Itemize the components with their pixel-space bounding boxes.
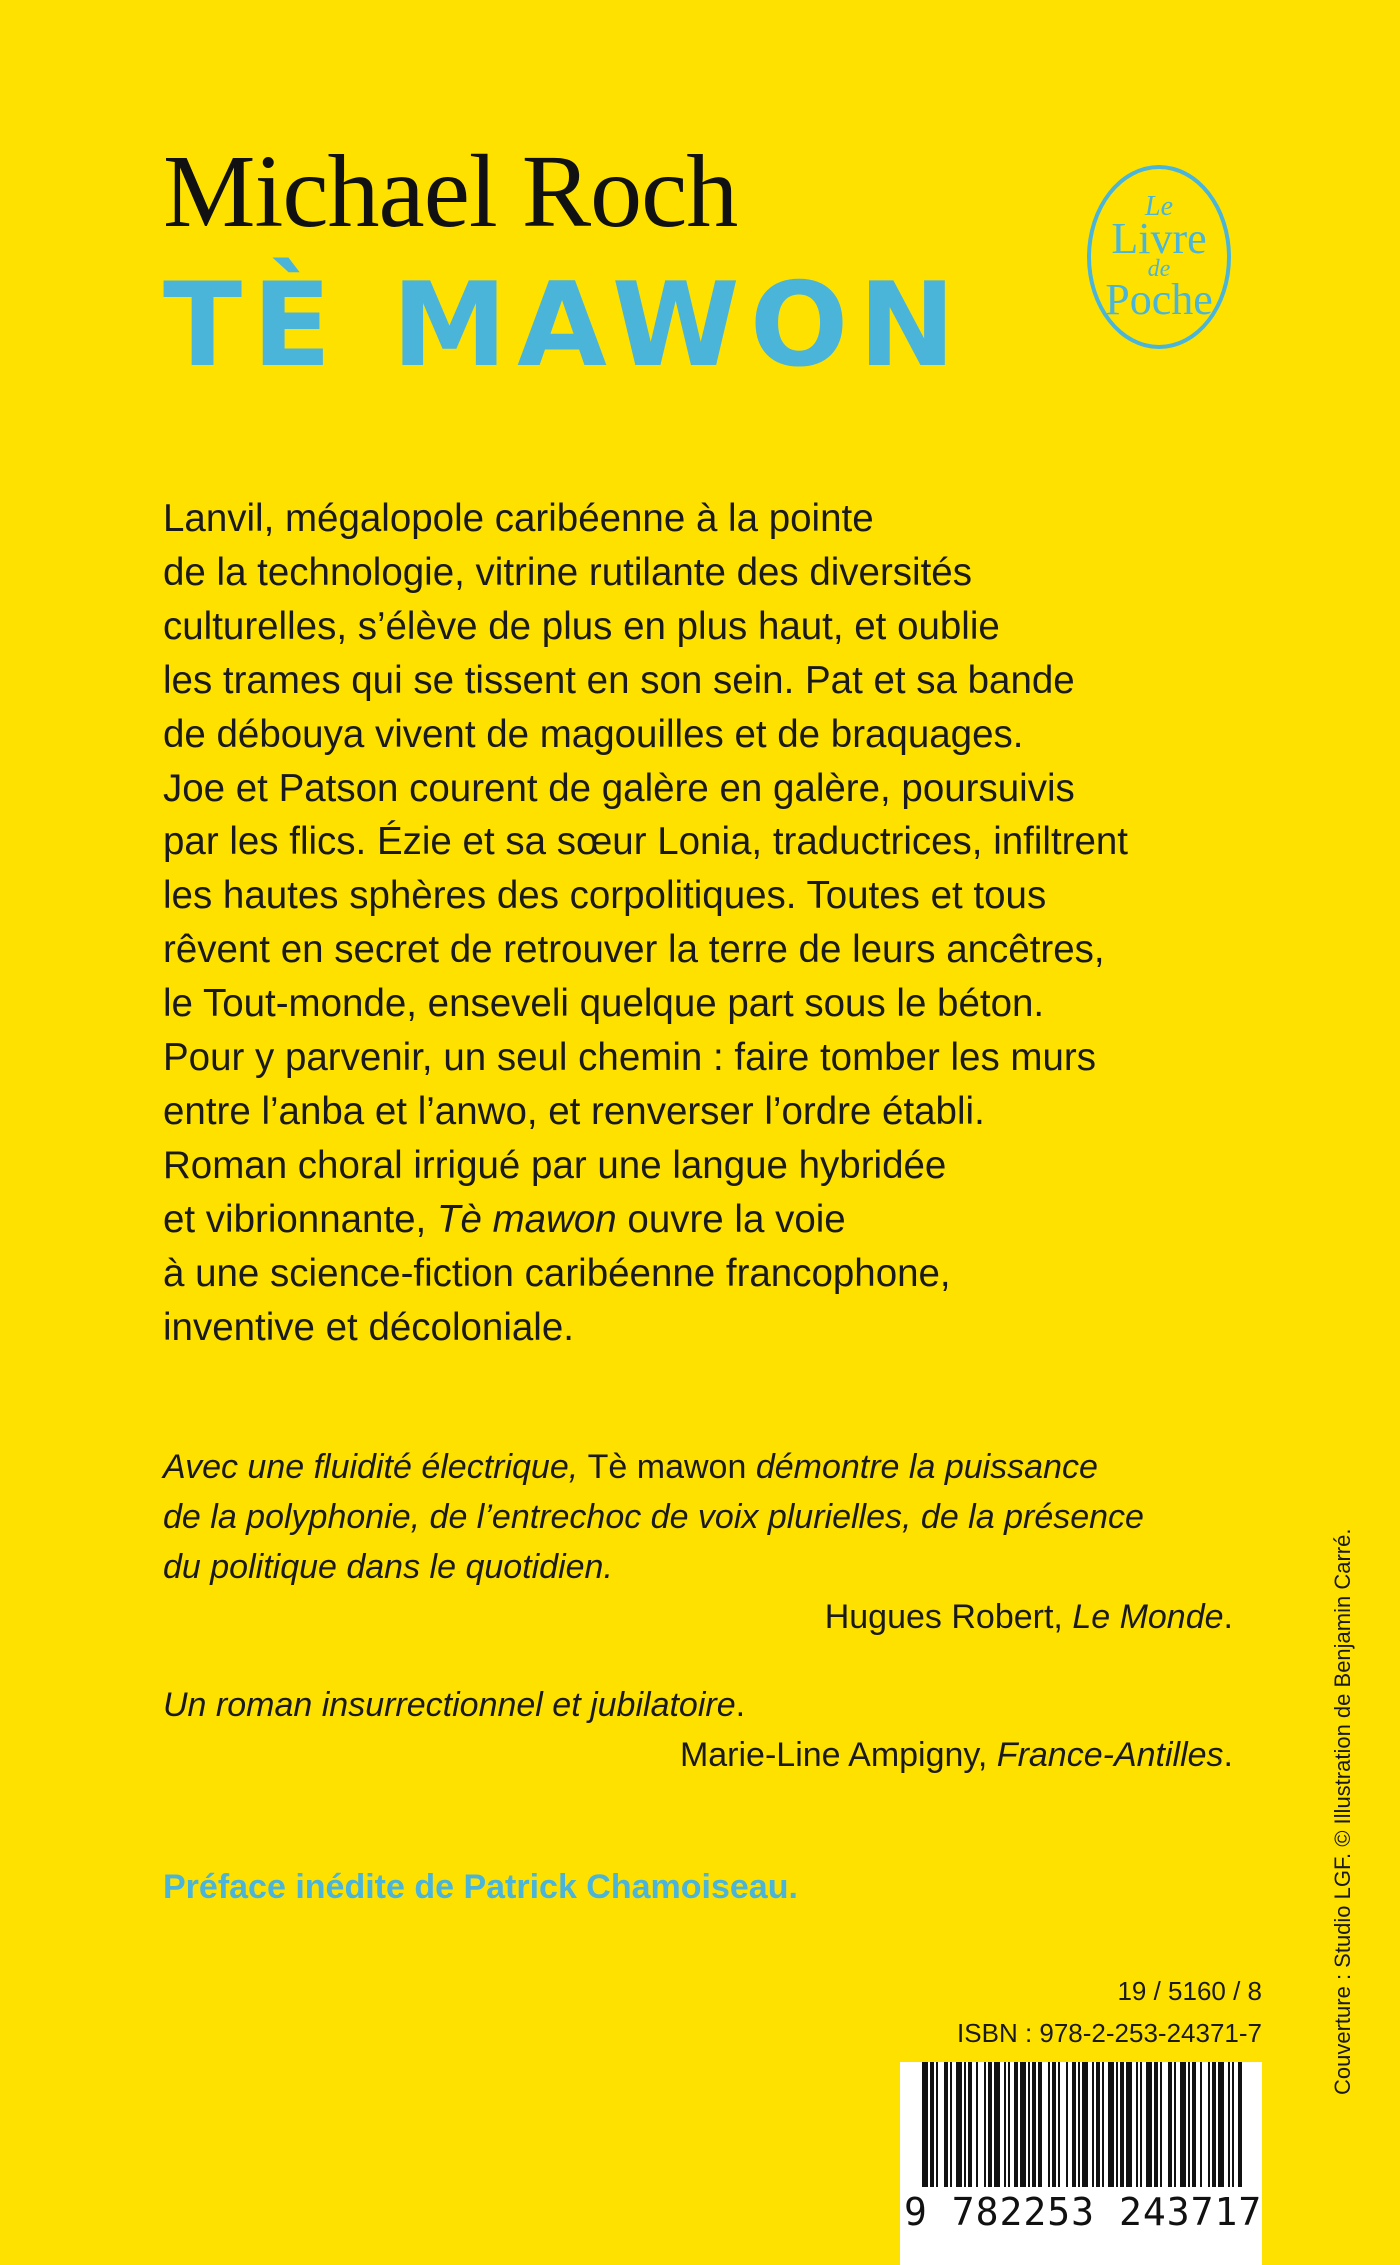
blurb-line: de débouya vivent de magouilles et de braquages. — [163, 712, 1024, 756]
barcode-bar — [968, 2062, 972, 2187]
blurb-line: les hautes sphères des corpolitiques. Toutes et tous — [163, 874, 1047, 918]
barcode-group1: 782253 — [951, 2190, 1096, 2234]
barcode-bar — [1168, 2062, 1172, 2187]
barcode-bar — [1066, 2062, 1068, 2187]
barcode-bar — [1120, 2062, 1124, 2187]
blurb-line: le Tout-monde, enseveli quelque part sous le béton. — [163, 982, 1045, 1026]
blurb-line: par les flics. Ézie et sa sœur Lonia, traductrices, infiltrent — [163, 820, 1129, 864]
quote1-line2 — [163, 1492, 1233, 1542]
press-quotes — [163, 1442, 1233, 1780]
barcode-bar — [1014, 2062, 1018, 2187]
blurb-line: les trames qui se tissent en son sein. Pat et sa bande — [163, 658, 1075, 702]
quote1-attribution — [163, 1592, 1233, 1642]
barcode-bar — [1154, 2062, 1158, 2187]
barcode-bar — [1174, 2062, 1176, 2187]
blurb-text: ouvre la voie — [616, 1197, 846, 1241]
barcode-bar — [950, 2062, 952, 2187]
barcode-bar — [1192, 2062, 1196, 2187]
blurb-line — [163, 1193, 1253, 1247]
barcode-bar — [1048, 2062, 1050, 2187]
preface-note: Préface inédite de Patrick Chamoiseau. — [163, 1868, 798, 1906]
publication-codes — [957, 1970, 1262, 2054]
catalog-code: 19 / 5160 / 8 — [1117, 1976, 1262, 2006]
barcode-bar — [964, 2062, 966, 2187]
blurb-text: et vibrionnante, — [163, 1197, 437, 1241]
barcode-bar — [1082, 2062, 1088, 2187]
quote-text: Avec une fluidité électrique, — [163, 1448, 588, 1486]
attribution-name: Marie-Line Ampigny, — [679, 1736, 997, 1774]
barcode-first-digit: 9 — [904, 2190, 928, 2234]
barcode-bar — [1096, 2062, 1100, 2187]
blurb-line: de la technologie, vitrine rutilante des diversités — [163, 550, 972, 594]
blurb-line: culturelles, s’élève de plus en plus haut, et oublie — [163, 604, 1000, 648]
barcode-bar — [1126, 2062, 1132, 2187]
attribution-source: Le Monde — [1072, 1598, 1224, 1636]
attribution-name: Hugues Robert, — [824, 1598, 1073, 1636]
barcode-bar — [1218, 2062, 1224, 2187]
barcode-bar — [930, 2062, 934, 2187]
logo-le: Le — [1145, 191, 1173, 223]
barcode-group2: 243717 — [1118, 2190, 1263, 2234]
quote1-line1 — [163, 1442, 1233, 1492]
blurb-title-italic: Tè mawon — [436, 1197, 617, 1241]
barcode-bar — [1212, 2062, 1216, 2187]
barcode-bar — [1020, 2062, 1026, 2187]
quote1-line3 — [163, 1542, 1233, 1592]
barcode-bar — [1028, 2062, 1030, 2187]
barcode-bar — [1188, 2062, 1190, 2187]
barcode-bar — [1058, 2062, 1060, 2187]
logo-de: de — [1147, 255, 1171, 282]
barcode-bar — [1136, 2062, 1138, 2187]
publisher-logo — [1087, 165, 1231, 349]
quote2-line1 — [163, 1680, 1233, 1730]
barcode-bar — [1092, 2062, 1094, 2187]
blurb-line: rêvent en secret de retrouver la terre de leurs ancêtres, — [163, 928, 1105, 972]
attribution-punct: . — [1223, 1598, 1233, 1636]
logo-poche: Poche — [1105, 275, 1213, 325]
barcode-bar — [936, 2062, 938, 2187]
quote-spacer — [163, 1642, 1233, 1680]
barcode-bar — [1200, 2062, 1202, 2187]
barcode-bar — [1140, 2062, 1142, 2187]
barcode-bar — [988, 2062, 992, 2187]
quote-title: Tè mawon — [587, 1448, 747, 1486]
barcode-bars — [900, 2062, 1262, 2265]
blurb-line: Pour y parvenir, un seul chemin : faire tomber les murs — [163, 1036, 1096, 1080]
barcode-bar — [944, 2062, 948, 2187]
barcode-bar — [984, 2062, 986, 2187]
blurb-line: à une science-fiction caribéenne francophone, — [163, 1251, 951, 1295]
barcode-bar — [1180, 2062, 1186, 2187]
quote-text: de la polyphonie, de l’entrechoc de voix plurielles, de la présence — [163, 1498, 1144, 1536]
barcode-digits — [904, 2190, 1263, 2234]
barcode-bar — [1160, 2062, 1162, 2187]
barcode-bar — [1228, 2062, 1230, 2187]
barcode-bar — [1072, 2062, 1076, 2187]
blurb-line: inventive et décoloniale. — [163, 1305, 574, 1349]
barcode-bar — [956, 2062, 962, 2187]
cover-credit: Couverture : Studio LGF. © Illustration de Benjamin Carré. — [1330, 1528, 1355, 2095]
quote-punct: . — [735, 1686, 746, 1724]
book-blurb — [163, 492, 1253, 1355]
barcode-bar — [1108, 2062, 1114, 2187]
quote-text: Un roman insurrectionnel et jubilatoire — [163, 1686, 736, 1724]
barcode-bar — [1078, 2062, 1080, 2187]
barcode-bar — [994, 2062, 1000, 2187]
author-name: Michael Roch — [163, 134, 738, 249]
barcode-bar — [1004, 2062, 1006, 2187]
barcode-bar — [1008, 2062, 1010, 2187]
book-title: TÈ MAWON — [163, 258, 966, 393]
barcode-bar — [1038, 2062, 1042, 2187]
attribution-punct: . — [1223, 1736, 1233, 1774]
logo-livre: Livre — [1111, 214, 1207, 264]
quote2-attribution — [163, 1730, 1233, 1780]
barcode-bar — [976, 2062, 978, 2187]
quote-text: démontre la puissance — [746, 1448, 1098, 1486]
quote-text: du politique dans le quotidien. — [163, 1548, 613, 1586]
barcode-bar — [1208, 2062, 1210, 2187]
barcode — [900, 2062, 1262, 2265]
barcode-bar — [1032, 2062, 1036, 2187]
blurb-line: entre l’anba et l’anwo, et renverser l’ordre établi. — [163, 1089, 985, 1133]
barcode-bar — [1232, 2062, 1234, 2187]
barcode-bar — [922, 2062, 928, 2187]
barcode-bar — [1146, 2062, 1152, 2187]
blurb-line: Lanvil, mégalopole caribéenne à la pointe — [163, 497, 874, 540]
blurb-line: Roman choral irrigué par une langue hybridée — [163, 1143, 947, 1187]
barcode-bar — [1238, 2062, 1242, 2187]
blurb-line: Joe et Patson courent de galère en galère, poursuivis — [163, 766, 1075, 810]
isbn: ISBN : 978-2-253-24371-7 — [957, 2018, 1262, 2048]
attribution-source: France-Antilles — [996, 1736, 1224, 1774]
barcode-bar — [1102, 2062, 1104, 2187]
barcode-bar — [1052, 2062, 1056, 2187]
barcode-bar — [1116, 2062, 1118, 2187]
